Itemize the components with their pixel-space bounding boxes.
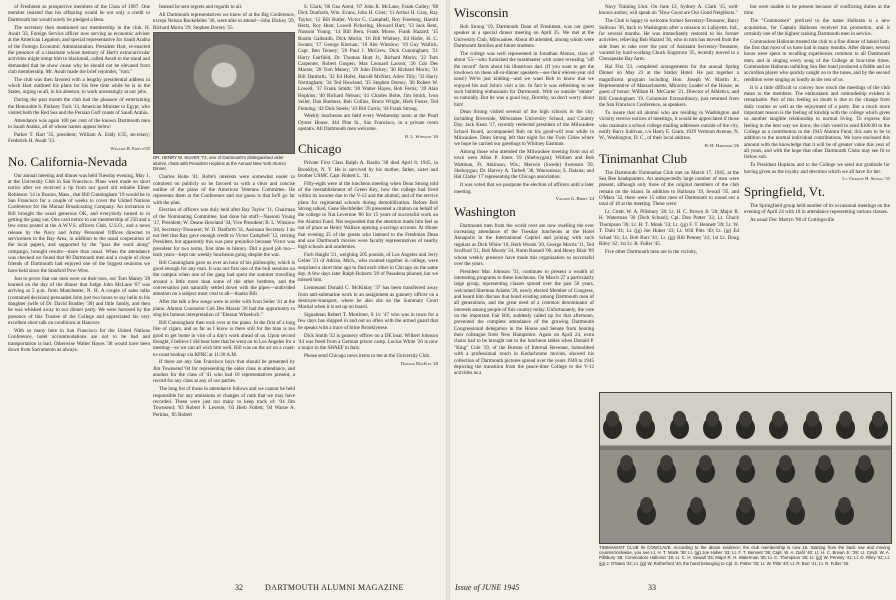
section-title-wisconsin: Wisconsin	[454, 5, 509, 20]
left-column-3	[298, 4, 438, 574]
paragraph: The club was then favored with a lengthy presidential address in which Hart outlined his plans for his free time while he is in the States, urging us all, in his absence, to work unceasingly at our jobs.	[8, 76, 150, 96]
signature: William H. Eddy h'35	[110, 146, 150, 152]
paragraph: Lt. Cmdr. W. A. Pillsbury '28; Lt. H. C. Brown Jr. '28; Major R. H. Waterman '30 (Tech School); Cpl. Don Potter '33; Lt. Chuck Thompson '36; Lt. H. T. Monk '33; Lt. (jg) F. T. Bennett '39; Lt. W. T. Dahl '41; Lt. (jg) Joe Huber '43; Lt. Will Pitts '40; Lt. (jg) Ed Schad '41; Lt. Bob Burr '41; Lt. (jg) Bill Penney '41; 1st Lt. Doug Riley '42; 1st Lt. R. Fuller '45.	[599, 209, 739, 247]
right-page	[448, 0, 896, 600]
paragraph: Hal Fitz '23, completed arrangements for the annual Spring Dinner on May 23 at the Statler Hotel. He put together a magnificent program including Hon. Joseph W. Martin Jr., Representative of Massachusetts, Minority Leader of the House, as guest of honor; William H. McCarter '21, Director of Athletics, and Bill Cunningham '19, Columnist Extraordinary, just returned from the San Francisco Conference, as speakers.	[599, 64, 739, 109]
issue-title: Issue of JUNE 1945	[455, 583, 520, 592]
chicago-text	[298, 160, 438, 359]
paragraph: To President Hopkins and to the College we send our gratitude for having given us the loyalty and devotion which we all have for her.	[744, 162, 890, 175]
paragraph: After the talk a few songs were in order with Ivon Seiler '41 at the piano. Alumni Counselor Cob Des Marais '26 had the opportunity to sing his famous interpretation of "Eleazar Wheelock."	[153, 299, 295, 318]
paragraph: Election of officers was duly held after Ray Taylor '11, Chairman of the Nominating Committee, had done his stuff—Nassoni Young '17, President; W. Deane Howland '34, Vice President; B. L. Winslow '20, Secretary-Treasurer; W. D. Danforth '31, Assistant Secretary. I do not feel that Ray gave enough credit to Victor Campbell '12, retiring President, but apparently this was pure prejudice because Victor was president for two terms, first time in history. Did a good job too—both years—kept our weekly luncheons going despite the war.	[153, 207, 295, 258]
paragraph: The secretary then mentioned our membership in the club. H. Awalt '33, Foreign Service officer now serving as economic adviser at the American Legation, and special representative for Saudi Arabia of the Foreign Economic Administration. President Hart, re-enacted the presence of a classmate whose memory of Hart's extracurricular activities might tempt him to blackmail, called Awalt to the stand and demanded that he show cause why he should not be elevated from club membership. Mr. Awalt made the brief rejoinder, "rum."	[8, 24, 150, 75]
washington-text	[454, 223, 594, 377]
paragraph: With so many here in San Francisco for the United Nations Conference, hotel accommodations are not to be had and transportation is bad. Otherwise Walter Hayes '38 would have been down from Sacramento as always.	[8, 327, 150, 353]
paragraph: It was voted that we postpone the election of officers until a later meeting.	[454, 182, 594, 195]
signature: B. L. Winslow '20	[405, 133, 438, 139]
paragraph: Charles Bolte '41. Bolte's interests were somewhat easier to comment on publicly so he favored us with a clear and concise outline of the plans of the American Veterans Committee. He represents them at the Conference and our guess is that he'll go far with the plan.	[153, 174, 295, 206]
col2-body	[153, 174, 295, 418]
tinimanhat-group-photo	[599, 392, 892, 544]
paragraph: Weekly luncheons are held every Wednesday noon at the Pearl Oyster House, 444 Pine St., San Francisco, in a private room upstairs. All Dartmouth men welcome.	[298, 113, 438, 133]
paragraph: Five other Dartmouth men are in the vicinity,	[605, 248, 698, 255]
paragraph: The "Commodore" prefixed to the name Halloran is a new acquisition, for Captain Halloran received his promotion, and is certainly one of the highest ranking Dartmouth men in service.	[744, 18, 890, 37]
photo-image	[153, 32, 295, 154]
paragraph: Instead he sent regrets and regards to all.	[159, 4, 243, 10]
paragraph: The Club is happy to welcome former Secretary-Treasurer, Barry Sullivan '36, back to Washington after a mission to Lafayette, Ind., for several months. He was immediately restored to his former activities, relieving Bob Hazard '36, who in turn has moved from the side lines to take over the post of Assistant Secretary-Treasurer, vacated by hard-working Chuck Engstrom '25, recently moved to a Chesapeake Bay farm.	[599, 18, 739, 63]
paragraph: Furb Haight '21, weighing 205 pounds, of Los Angeles and Jerry Geller '21 of Adrian, Mich., who roomed together in college, were surprised a short time ago to find each other in Chicago on the same day. A few days later Ralph Roberts '20 of Pasadena phoned, but we missed him.	[298, 252, 438, 284]
paragraph: The college was well represented in Jonathan Alonzo, class of about '55—who furnished the toastmaster with some revealing "off the record" facts about his illustrious dad. (If you want to get the lowdown on these all-or-dinner speakers—see their eleven-year old sons!) We're just kidding—and we want Bob to know that we enjoyed his and John's visit a lot. In fact it was refreshing to see such bubbling enthusiasm for Dartmouth. With no outside "emote" so naturally. But he was a good boy, Dorothy, so don't worry about him!	[454, 50, 594, 108]
left-column-1	[8, 4, 150, 574]
paragraph: To insure that all alumni who are residing in Washington and vicinity receive notices of meetings, it would be appreciated if those who maintain a school college mailing addresses outside of the city, notify Barry Sullivan, c/o Harry E. Grant, 1929 Vermont Avenue, N. W., Washington, D. C., of their local address.	[599, 110, 739, 142]
photo-front-row	[640, 497, 851, 519]
paragraph: Commodore Halloran treated the club to a fine dinner of baked ham, the first that most of us have had in many months. After dinner, several hours were spent in recalling experiences common to all Dartmouth men, and in singing every song of the College at four-time times. Commodore Halloran unfailing Sea Bee band produced a fiddle and an accordion player who quickly caught on to the tunes, and by the second rendition were singing as loudly as the rest of us.	[744, 38, 890, 83]
paragraph: Dean Strong visited several of the high schools in the city, including Riverside, Milwaukee University School, and Country Day. Jack Kean '17, recently reelected president of the Milwaukee School Board, accompanied Bob on his good-will tour while in Milwaukee. Dean Strong left that night for the Twin Cities where we hope he carried our greetings to Whitney Eastman.	[454, 109, 594, 148]
paragraph: Signalman Robert T. Mortimer, S 1/c '47 who was in town for a few days has shipped in and out so often with the armed guard that he speaks with a trace of brine Brooklynese.	[298, 312, 438, 331]
photo-caption: DR. HENRY M. SILVER '72, one of Dartmouth's distinguished older alumni, chats with President Hopkins at the Annual New York Alumni Dinner.	[153, 155, 286, 171]
paragraph: of Freshmen as prospective members of the Class of 1987. One member insisted that his offspring would be not only a credit to Dartmouth but would surely be pledged a Beta.	[8, 4, 150, 23]
signature: Lt. Charles H. Sewall '35	[842, 176, 890, 182]
paragraph: Lieutenant Donald C. McKinlay '37 has been transferred away from anti-submarine work to an assignment as gunnery officer on a destroyer-transport, where he also sits on the Summary Court Martial when it is set up on board.	[298, 285, 438, 311]
paragraph: If there are any San Francisco boys that should be presented by Jim Townsend '04 for representing the older class in attendance, and another for the class of '41 who had 10 representatives present, a record for any class at any of our parties.	[153, 359, 295, 385]
silver-hopkins-photo	[153, 32, 293, 171]
section-title-chicago: Chicago	[298, 141, 342, 157]
paragraph: Please send Chicago news items to me at the University Club.	[304, 353, 431, 360]
wisconsin-text	[454, 24, 594, 195]
left-column-2	[153, 4, 295, 574]
paragraph: All Dartmouth representatives we knew of at the Big Conference, except Nelson Rockefeller '30, were able to attend—John Dickey '29, Richard Morin '29, Stephen Dorsey '35.	[153, 11, 295, 31]
paragraph: The Dartmouth Tinimanhat Club met on March 17, 1945, at the Sea Bee headquarters. An unexpectedly large number of men were present, although only three of the original members of the club remain on the island. In addition to Halloran '19, Sewall '35, and O'Mara '32, there were 15 other men of Dartmouth to round out a total of 18 at the meeting. These were:	[599, 169, 739, 208]
paragraph: Bob Strong '19, Dartmouth Dean of Freshmen, was our guest speaker at a special dinner meeting on April 25. We met at the University Club, Milwaukee. About 40 attended, among whom were Dartmouth families and future students.	[454, 24, 594, 50]
paragraph: Parker T. Hart '35, president; William A. Eddy h'35, secretary; Frederick H. Awalt '33.	[8, 132, 150, 145]
section-title-washington: Washington	[454, 203, 516, 219]
right-column-2	[599, 4, 739, 390]
tinimanhat-text	[599, 170, 739, 255]
paragraph: Our annual meeting and dinner was held Tuesday evening, May 1, at the University Club in San Francisco. Plans were made on short notice after we received a tip from our good old reliable Elmer Robinson '14 in Boston, Mass., that Bill Cunningham '19 would be in San Francisco for a couple of weeks to cover the United Nations Conference for the Mutual Broadcasting Company. An invitation to Bill brought the usual generous OK, and everybody turned to in getting the gang out. One card notice to our membership of 250 and a few extra posted at the A.W.V.S. officers Club, U.S.O., and a news release by the Navy and Army Personnel Offices directed to servicemen in the Bay Area, in addition to the usual cooperation of the local papers, and supported by the "pass the word along" campaign, brought results—more than usual. When the attendance was checked we found that 90 Dartmouth men and a couple of close friends of Dartmouth had enjoyed one of the biggest reunions we have held since the Stanford Pow-Wow.	[8, 172, 150, 274]
washington-continued	[599, 4, 739, 142]
section-title-tinimanhat: Tinimanhat Club	[599, 150, 688, 166]
signature: H. H. Harwood '26	[704, 143, 739, 149]
attendee-list	[298, 4, 438, 132]
section-title-springfield: Springfield, Vt.	[744, 183, 826, 199]
california-text	[8, 173, 150, 354]
paragraph: Bill Cunningham then took over at the piano. In the first of a long line of cigars, and as far as I know is there still for the man is too good to get home in vice of a day's work ahead of us. Upon second thought, I believe I did hear later that he went on to Los Angeles for a meeting—so we can all wish him well. Bill was on the air on a coast-to-coast hookup via KFRC at 11:30 A.M.	[153, 319, 295, 358]
col2-intro	[153, 4, 295, 31]
paragraph: S. Clark; '06 Gus Arent, '07 John R. McLane, Frank Galley; '08 Dick Dunforth, Wm. Evans, John H. Grier; '11 Arthur H. Gray, Ray Taylor; '12 Bill Butler, Victor G. Campbell, Roy Freeburg, Harold Hertz, Roy Hunt, Lowell Pickering, Howard Hurt; '13 Jack Bent, Nassoni Young; '14 Bill Bent, Frank Morse, Frank Hazard; '15 Rustin Galbraith, Dick Morin; '16 Bill Whitney, Ed Hofer, H. C. Swann; '17 George Kiernan; '18 Abe Winslow; '19 Guy Wallick, Capt. Ben Tenney; '20 Paul J. McGrew, Dick Cunningham, '21 Harry Fairfield, Dr. Thomas Hunt Jr., Richard Morin; '22 Tom Carpenter, Robert Gospen, Mac Leonard Larson; '26 Cob Des Marais; '28 Tom Maney; '29 John Dickey; '30 Richard Morin; '31 Bill Danforth, '32 Ed Hofer, Harold McNutt, Allen Tilly; '33 Harry Nottingham; '34 Ted Howland, '35 Stephen Dorsey, '36 Robert W. Lowell, '37 Frank Smith; '38 Walter Hayes, Bob Ferris; '39 Alan Hopkins; '40 Richard Nelson; '41 Charles Bolte, Jim Smith, Ivon Seiler, Dan Buehner, Bob Collins, Bruce Wright, Herb Foster, Ted Fleming; '42 Dick Steele; '43 Bill Curtis; '44 Frank Strong.	[298, 4, 438, 112]
paragraph: Among those who attended the Milwaukee meeting from out of town were Allan P. Jones '19 (Sheboygan); William and Bob Wattman, Ft. Atkinson, Wis.; Merwin (Swede) Swenson '29, Sheboygan; Dr. Harvey A. Tarbell '38, Wauwatosa; S. Dakota; and Hal Clarke '17 representing the Chicago association.	[454, 149, 594, 181]
paragraph: Just to prove that our men were on their toes, our Tom Maney '28 learned on the day of the dinner that Judge John McLane '07 was arriving at 5 p.m. from Manchester, N. H. A couple of sales talks (contained decision) persuaded John just two hours to say hello to his daughter (wife of Dr. David Bradley '38) and little family, and then he was whisked away to our dinner party. We were honored by the presence of this Trustee of the College and appreciated his very excellent short talk on conditions at Hanover.	[8, 275, 150, 326]
paragraph: Dick Smith '32 is gunnery officer on a DE boat. Wilbert Johnson '44 was freed from a German prison camp. Lucius White '20 is now a major in the SHAEF in Italy.	[298, 332, 438, 352]
page-number: 32	[235, 583, 243, 592]
section-title-california: No. California-Nevada	[8, 153, 128, 169]
paragraph: It is a little difficult to convey how much the meetings of the club mean to the members. The enthusiasm and comradeship evident is remarkable. Part of this feeling no doubt is due to the change from daily routine as well as the enjoyment of a party. But a much more important reason is the feeling of kinship with the college which gives us another tangible relationship to normal living. To express this feeling in the best way we know, the club voted to send $100.00 to the College as a contribution to the 1945 Alumni Fund, this sum to be in addition to the normal individual contributions. We have enclosed this amount with the knowledge that it will be of greater value this year of all years, and with the hope that other Dartmouth Clubs may see fit to follow suit.	[744, 84, 890, 161]
paragraph: Fifty-eight were at the luncheon meeting when Dean Strong told of the reestablishment of Green Key, how the college had lived within its income due to the V-12 and the alumni; and of the service plans for regimental schools during demobilization. Before Bob Strong talked, Gene Hochfelder '20 presented a citation on behalf of the college to Nat Leverone '06 for 15 years of successful work on the Alumni Fund. Nat responded that the attention made him feel as out of place as Henry Wallace opening a savings account. At dinner that evening 25 of the guests who listened to the Freshman Dean and saw Dartmouth movies were faculty representatives of nearby high schools and academies.	[298, 180, 438, 251]
paragraph: Private First Class Ralph A. Raslin '38 died April 8, 1945, in Brooklyn, N. Y. He is survived by his mother, father, sister and brother USMC Capt. Robert L. '41.	[298, 160, 438, 179]
photo-back-row	[606, 411, 885, 433]
paragraph: but were unable to be present because of conflicting duties at the time.	[744, 4, 890, 17]
right-column-1	[454, 4, 594, 574]
signature: Vaughn G. Berry '24	[555, 196, 594, 202]
paragraph: Dartmouth men from the world over are now swelling the ever increasing attendance of the Tuesday luncheons at the Hotel Annapolis in the International Capitol and joining with such regulars as Dick White '18, Herb Woods '20, George Morris '11, Ted Scofford '21, Bob Moody '24, Norm Russell '06, and Henry Blair '89 whose weekly presence have made this organization so successful over the years.	[454, 222, 594, 267]
paragraph: Attendance was again 100 per cent of the known Dartmouth men in Saudi Arabia, all of whose names appear below:	[8, 117, 150, 131]
paragraph: The long list of those in attendance follows and we cannot be held responsible for any omissions or changes of rank that we may have recorded. These were just too many to keep track of: '04 Jim Townsend; '03 Robert F. Leverre, '03 Herb Follett; '04 Warne A. Perkins, '05 Robert	[153, 386, 295, 418]
paragraph: Navy Training Unit. On June 12, Sydney A. Clark '15, well-known author, will speak on "How Good are Our Good Neighbors."	[599, 4, 739, 17]
saudi-arabia-text	[8, 4, 150, 145]
paragraph: Bill Cunningham gave us over an hour of his philosophy, which is good enough for any man. It was our first one of the bull sessions on the campus when one of the gang had spent the summer travelling around a little more than some of the other brethren, and the conversation just naturally settled down with the pipes—undivided attention on a subject most vital to all—thanks Bill.	[153, 259, 295, 298]
tinimanhat-continued	[744, 4, 890, 175]
paragraph: President Mac Johnson '31, continues to present a wealth of interesting programs to these luncheons. On March 27 a particularly large group, representing classes spread over the past 50 years, welcomed Sherman Adams '20, newly elected Member of Congress, and heard him discuss that bond existing among Dartmouth men of all generations, and the great need of a common denominator of interests among people of this country today. Unfortunately, the vote on the important Fair Bill, suddenly called up for that afternoon, prevented the complete attendance of the growing Dartmouth Congressional delegation in the House and Senate from hearing their colleague from New Hampshire. Again on April 24, extra chairs had to be brought out to the luncheon tables when Donald P. "King" Cole '19, of the Bureau of Internal Revenue, hobnobbed with a professional touch in Kodachrome movies, showed his collection of Dartmouth pictures spread over the years 1940 to 1945 depicting the transition from the peace-time College to the V-12 activities as a	[454, 268, 594, 377]
paragraph: The Springfield group held another of its occasional meetings on the evening of April 24 with 18 in attendance representing various classes.	[744, 202, 890, 216]
springfield-text	[744, 203, 890, 224]
paragraph: As usual Doc Martyn '98 of Cuttingsville	[750, 216, 835, 223]
paragraph: During the past month the club had the pleasure of entertaining the Honorable S. Pinkney Tuck '13, American Minister to Egypt, who visited both the Red Sea and the Persian Gulf coasts of Saudi Arabia.	[8, 97, 150, 116]
photo-middle-row	[620, 455, 871, 477]
signature: Donald MacKay '20	[400, 361, 438, 367]
magazine-title: DARTMOUTH ALUMNI MAGAZINE	[265, 583, 404, 592]
group-photo-caption: TINIMANHAT CLUB IN CONCLAVE. According to the above evidence, the club membership is now 18. Starting from the back row and moving counterclockwise, you see Lt. H. T. Monk '38; Lt. (jg) Joe Huber '43; Lt. F. T. Bennett '39; Capt. W. A. Dahl '40; Lt. H. C. Brown Jr. '28; Lt. Cmdr. W. A. Pillsbury '28; Commodore Halloran '19; Lt. C. H. Sewall '35; Major R. H. Waterman '30; Lt. C. Thompson '36; Lt. (jg) W. Penney '41; Lt. D. Riley '42; Lt. (jg) J. O'Mara '32; Lt. (jg) W. Rutherford '40; the hand belonging to Cpl. D. Potter '33; Lt. W. Pitts '40; Lt. R. Burr '41; Lt. R. Fuller '45.	[599, 545, 890, 566]
page-number: 33	[648, 583, 656, 592]
right-column-3	[744, 4, 890, 390]
